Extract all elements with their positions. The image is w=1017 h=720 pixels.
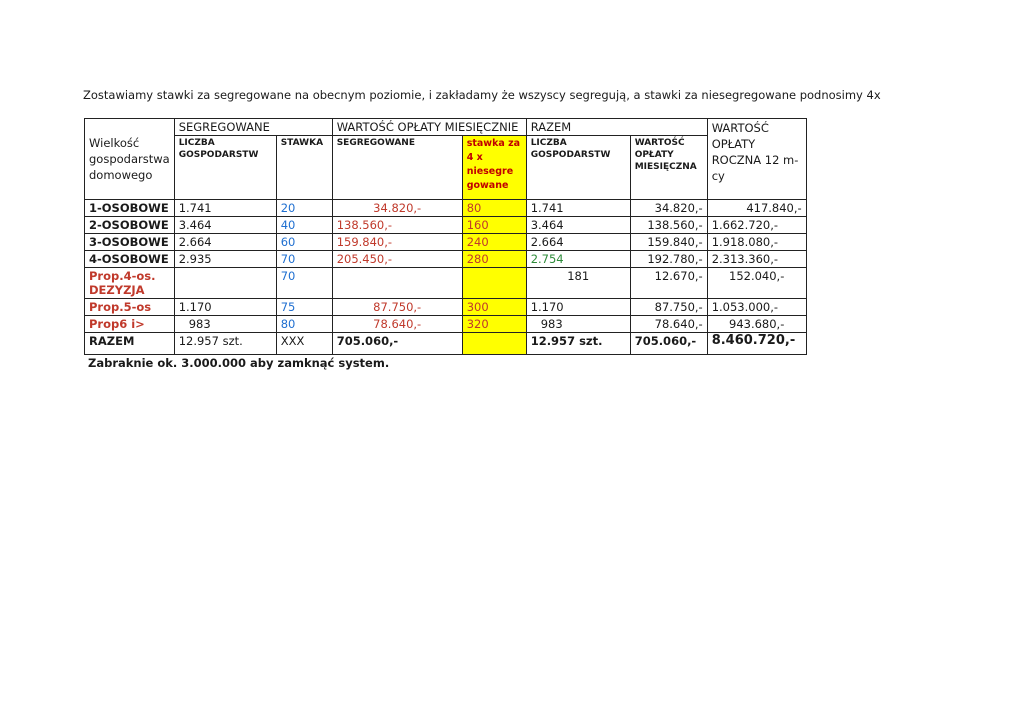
cell-rate-4x (462, 268, 526, 299)
header-monthly-fee: WARTOŚĆ OPŁATY MIESIĘCZNIE (332, 119, 526, 136)
header-row-2 (85, 136, 807, 200)
table-row (85, 268, 807, 299)
row-label: 4-OSOBOWE (85, 251, 175, 268)
cell-total-monthly: 34.820,- (630, 200, 707, 217)
cell-rate: 70 (276, 268, 332, 299)
row-label: Prop.4-os. DEZYZJA (85, 268, 175, 299)
row-label: 2-OSOBOWE (85, 217, 175, 234)
cell-segregowane: 78.640,- (332, 316, 462, 333)
cell-annual: 1.662.720,- (707, 217, 806, 234)
cell-total-monthly: 12.670,- (630, 268, 707, 299)
subheader-monthly-fee-total: WARTOŚĆ OPŁATY MIESIĘCZNA (630, 136, 707, 200)
cell-segregowane: 138.560,- (332, 217, 462, 234)
total-annual: 8.460.720,- (707, 333, 806, 355)
cell-count: 2.664 (174, 234, 276, 251)
cell-count: 3.464 (174, 217, 276, 234)
header-annual-fee: WARTOŚĆ OPŁATY ROCZNA 12 m-cy (707, 119, 806, 200)
cell-annual: 417.840,- (707, 200, 806, 217)
cell-annual: 152.040,- (707, 268, 806, 299)
cell-count: 983 (174, 316, 276, 333)
row-label: 3-OSOBOWE (85, 234, 175, 251)
cell-total-count: 2.664 (526, 234, 630, 251)
cell-rate: 70 (276, 251, 332, 268)
table-row (85, 251, 807, 268)
cell-annual: 2.313.360,- (707, 251, 806, 268)
shortfall-note: Zabraknie ok. 3.000.000 aby zamknąć system. (88, 356, 390, 370)
cell-segregowane: 159.840,- (332, 234, 462, 251)
cell-total-monthly: 138.560,- (630, 217, 707, 234)
cell-total-count: 2.754 (526, 251, 630, 268)
row-label: Prop.5-os (85, 299, 175, 316)
total-segregowane: 705.060,- (332, 333, 462, 355)
cell-rate-4x: 80 (462, 200, 526, 217)
cell-rate-4x: 300 (462, 299, 526, 316)
cell-rate: 60 (276, 234, 332, 251)
cell-total-monthly: 159.840,- (630, 234, 707, 251)
cell-annual: 943.680,- (707, 316, 806, 333)
table-row (85, 299, 807, 316)
table-row (85, 200, 807, 217)
cell-segregowane: 34.820,- (332, 200, 462, 217)
total-rate-4x (462, 333, 526, 355)
cell-total-count: 181 (526, 268, 630, 299)
cell-rate: 80 (276, 316, 332, 333)
table-row (85, 234, 807, 251)
cell-segregowane: 87.750,- (332, 299, 462, 316)
subheader-rate-4x: stawka za 4 x niesegre gowane (462, 136, 526, 200)
cell-count: 1.170 (174, 299, 276, 316)
cell-total-count: 1.170 (526, 299, 630, 316)
subheader-segregowane: SEGREGOWANE (332, 136, 462, 200)
row-label: 1-OSOBOWE (85, 200, 175, 217)
cell-count: 1.741 (174, 200, 276, 217)
subheader-household-count-total: LICZBA GOSPODARSTW (526, 136, 630, 200)
cell-annual: 1.053.000,- (707, 299, 806, 316)
cell-count: 2.935 (174, 251, 276, 268)
cell-rate-4x: 320 (462, 316, 526, 333)
total-count: 12.957 szt. (174, 333, 276, 355)
cell-annual: 1.918.080,- (707, 234, 806, 251)
total-total-count: 12.957 szt. (526, 333, 630, 355)
cell-segregowane: 205.450,- (332, 251, 462, 268)
cell-rate: 40 (276, 217, 332, 234)
cell-rate-4x: 160 (462, 217, 526, 234)
row-label: Prop6 i> (85, 316, 175, 333)
header-row-1 (85, 119, 807, 136)
cell-count (174, 268, 276, 299)
subheader-household-count: LICZBA GOSPODARSTW (174, 136, 276, 200)
total-total-monthly: 705.060,- (630, 333, 707, 355)
total-rate: XXX (276, 333, 332, 355)
cell-rate-4x: 240 (462, 234, 526, 251)
fee-table (84, 118, 807, 355)
cell-segregowane (332, 268, 462, 299)
total-row (85, 333, 807, 355)
cell-total-count: 983 (526, 316, 630, 333)
cell-rate-4x: 280 (462, 251, 526, 268)
intro-text: Zostawiamy stawki za segregowane na obecnym poziomie, i zakładamy że wszyscy segregują, a stawki za niesegregowane podnosimy 4x (83, 88, 881, 102)
cell-total-count: 1.741 (526, 200, 630, 217)
total-label: RAZEM (85, 333, 175, 355)
cell-total-count: 3.464 (526, 217, 630, 234)
header-household-size: Wielkość gospodarstwa domowego (85, 119, 175, 200)
cell-total-monthly: 78.640,- (630, 316, 707, 333)
header-razem: RAZEM (526, 119, 707, 136)
cell-total-monthly: 192.780,- (630, 251, 707, 268)
table-row (85, 217, 807, 234)
table-row (85, 316, 807, 333)
cell-rate: 75 (276, 299, 332, 316)
cell-rate: 20 (276, 200, 332, 217)
header-segregowane: SEGREGOWANE (174, 119, 332, 136)
cell-total-monthly: 87.750,- (630, 299, 707, 316)
subheader-rate: STAWKA (276, 136, 332, 200)
